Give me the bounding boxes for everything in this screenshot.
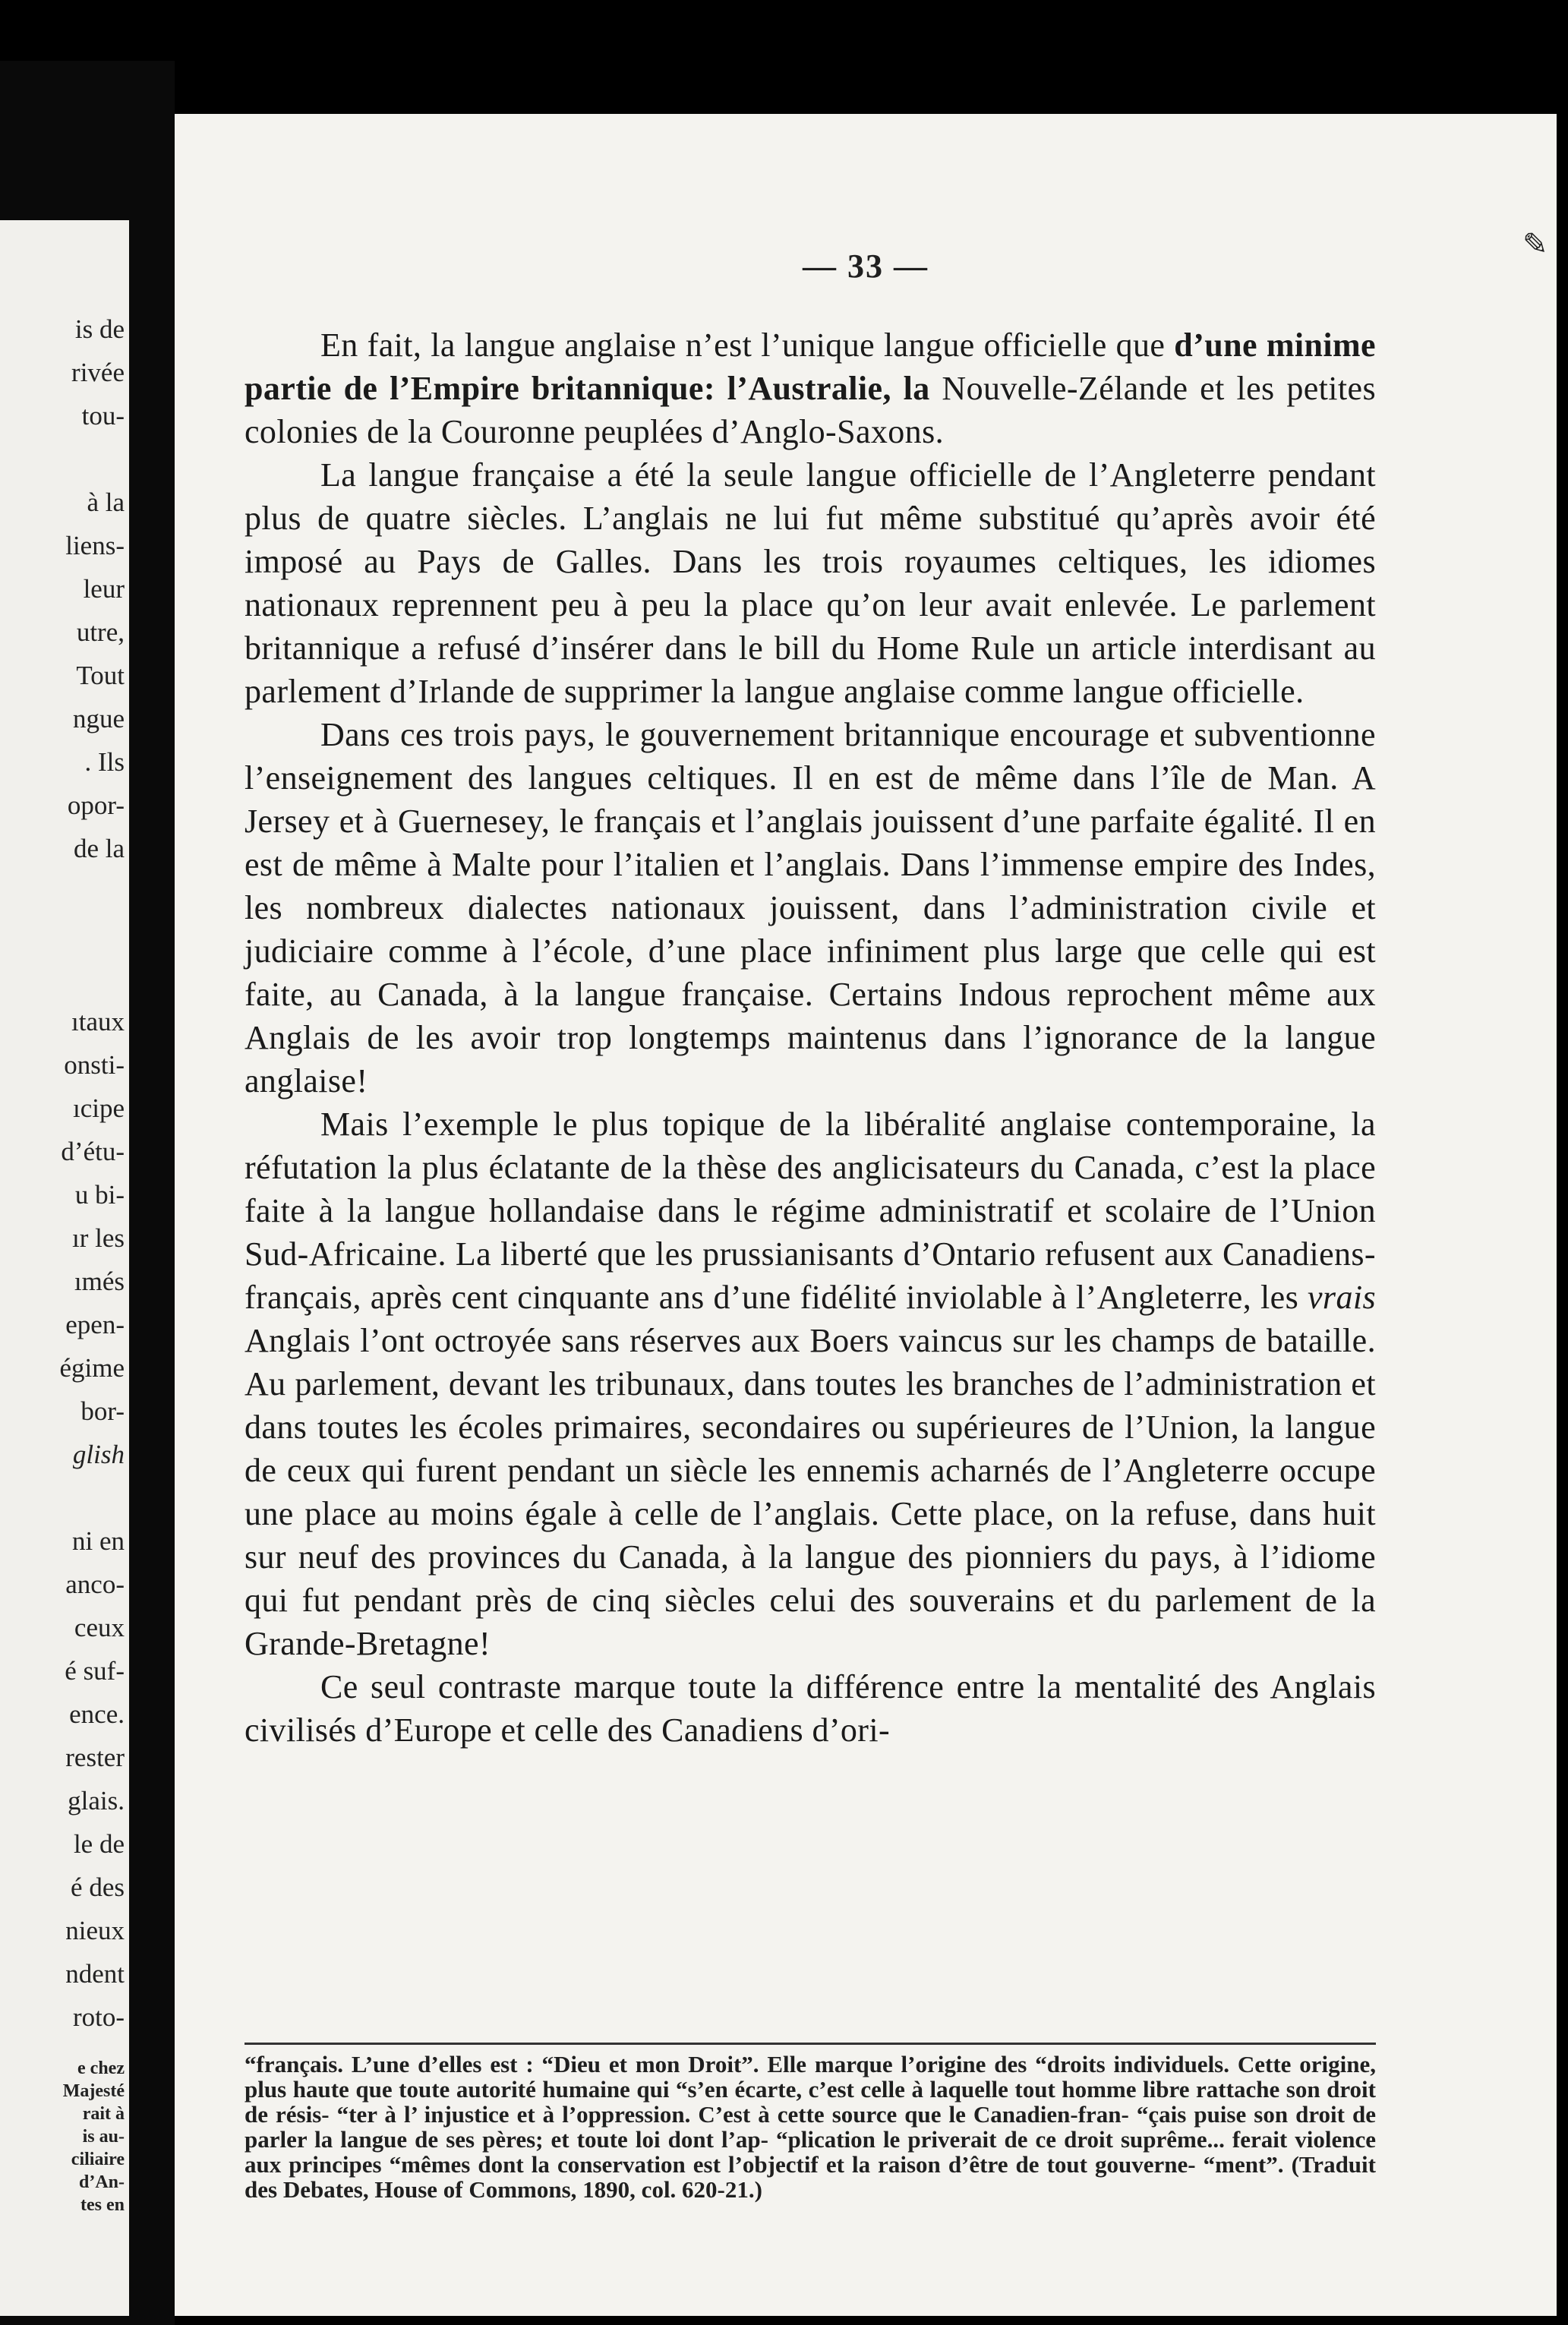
adjacent-page-line: à la [87, 487, 125, 517]
adjacent-page-line: utre, [76, 617, 125, 647]
adjacent-page-line: tou- [81, 401, 125, 431]
adjacent-page-line: ence. [69, 1699, 125, 1729]
adjacent-page-line: roto- [72, 2002, 125, 2032]
text-segment: d’une minime partie de l’Empire britannique: l’Australie, la [245, 327, 1376, 407]
adjacent-page-line: opor- [67, 790, 125, 820]
page-number: — 33 — [803, 248, 929, 285]
adjacent-page-line: ni en [71, 1526, 125, 1556]
scan-corner-mark: ✎ [1522, 227, 1548, 261]
adjacent-page-line: ceux [74, 1613, 125, 1642]
document-page [175, 114, 1557, 2316]
text-segment: vrais [1308, 1279, 1376, 1316]
text-segment: Anglais l’ont octroyée sans réserves aux Boers vaincus sur les champs de bataille. Au parlement, devant les tribunaux, dans toutes les branches de l’administration et dans toutes les écoles primaires, secondaires ou supérieures de l’Union, la langue de ceux qui furent pendant un siècle les ennemis acharnés de l’Angleterre occupe une place au moins égale à celle de l’anglais. Cette place, on la refuse, dans huit sur neuf des provinces du Canada, à la langue des pionniers du pays, à l’idiome qui fut pendant près de cinq siècles celui des souverains et du parlement de la Grande-Bretagne! [245, 1322, 1376, 1662]
adjacent-page-line: leur [83, 574, 125, 604]
adjacent-page-line: Tout [76, 661, 125, 690]
adjacent-footnote-line: rait à [82, 2104, 125, 2124]
adjacent-page-line: rivée [71, 358, 125, 387]
adjacent-page-line: de la [73, 834, 125, 863]
adjacent-page-line: is de [74, 314, 125, 344]
adjacent-page-line: epen- [65, 1310, 125, 1339]
adjacent-page-line: onsti- [64, 1050, 125, 1080]
footnote-separator [245, 2043, 1376, 2045]
adjacent-page-line: ıcipe [72, 1093, 125, 1123]
adjacent-page-line: nieux [65, 1916, 125, 1945]
adjacent-page-line: ıtaux [71, 1007, 125, 1036]
adjacent-footnote-line: e chez [77, 2058, 125, 2078]
adjacent-page-line: rester [65, 1743, 125, 1772]
text-segment: Dans ces trois pays, le gouvernement britannique encourage et subventionne l’enseignement des langues celtiques. Il en est de même dans l’île de Man. A Jersey et à Guernesey, le français et l’anglais jouissent d’une parfaite égalité. Il en est de même à Malte pour l’italien et l’anglais. Dans l’immense empire des Indes, les nombreux dialectes nationaux jouissent, dans l’administration civile et judiciaire comme à l’école, d’une place infiniment plus large que celle qui est faite, au Canada, à la langue française. Certains Indous reprochent même aux Anglais de les avoir trop longtemps maintenus dans l’ignorance de la langue anglaise! [245, 716, 1376, 1099]
adjacent-page-line: ndent [65, 1959, 125, 1989]
footnote: “français. L’une d’elles est : “Dieu et mon Droit”. Elle marque l’origine des “droits individuels. Cette origine, plus haute que toute autorité humaine qui “s’en écarte, c’est celle à laquelle tout homme libre rattache son droit de résis- “ter à l’ injustice et à l’oppression. C’est à cette source que le Canadien-fran- “çais puise son droit de parler la langue de ses pères; et toute loi dont l’ap- “plication le priverait de ce droit suprême... ferait violence aux principes “mêmes dont la conservation est l’objectif et la raison d’être de tout gouverne- “ment”. (Traduit des Debates, House of Commons, 1890, col. 620-21.) [245, 2051, 1376, 2203]
adjacent-page-line: anco- [65, 1569, 125, 1599]
adjacent-page-line: ngue [72, 704, 125, 733]
adjacent-footnote-line: d’An- [78, 2172, 125, 2192]
adjacent-page-line: . Ils [84, 747, 125, 777]
adjacent-page-line: égime [59, 1353, 125, 1383]
adjacent-page-line: ımés [74, 1267, 125, 1296]
paragraph [245, 323, 1376, 453]
adjacent-footnote-line: Majesté [62, 2081, 125, 2101]
text-segment: Nouvelle-Zélande et les petites colonies de la Couronne peuplées d’Anglo-Saxons. [245, 370, 1376, 450]
paragraph [245, 713, 1376, 1103]
adjacent-page-line: ır les [71, 1223, 125, 1253]
text-segment: La langue française a été la seule langue officielle de l’Angleterre pendant plus de quatre siècles. L’anglais ne lui fut même substitué qu’après avoir été imposé au Pays de Galles. Dans les trois royaumes celtiques, les idiomes nationaux reprennent peu à peu la place qu’on leur avait enlevée. Le parlement britannique a refusé d’insérer dans le bill du Home Rule un article interdisant au parlement d’Irlande de supprimer la langue anglaise comme langue officielle. [245, 456, 1376, 710]
adjacent-page-line: liens- [65, 531, 125, 560]
adjacent-footnote-line: ciliaire [71, 2150, 125, 2169]
text-segment: En fait, la langue anglaise n’est l’unique langue officielle que [320, 327, 1175, 364]
adjacent-page-line: le de [73, 1829, 125, 1859]
paragraph [245, 1103, 1376, 1665]
adjacent-page-line: é des [71, 1872, 125, 1902]
adjacent-page-line: bor- [80, 1396, 125, 1426]
adjacent-page-fragment [0, 220, 129, 2316]
adjacent-page-line: glish [72, 1440, 125, 1469]
text-segment: Mais l’exemple le plus topique de la libéralité anglaise contemporaine, la réfutation la plus éclatante de la thèse des anglicisateurs du Canada, c’est la place faite à la langue hollandaise dans le régime administratif et scolaire de l’Union Sud-Africaine. La liberté que les prussianisants d’Ontario refusent aux Canadiens-français, après cent cinquante ans d’une fidélité inviolable à l’Angleterre, les [245, 1106, 1376, 1316]
adjacent-footnote-line: is au- [82, 2127, 125, 2147]
adjacent-footnote-line: tes en [80, 2195, 125, 2215]
adjacent-page-line: é suf- [65, 1656, 125, 1686]
paragraph [245, 453, 1376, 713]
paragraph [245, 1665, 1376, 1752]
adjacent-page-line: u bi- [74, 1180, 125, 1210]
body-text [245, 323, 1376, 1752]
text-segment: Ce seul contraste marque toute la différence entre la mentalité des Anglais civilisés d’Europe et celle des Canadiens d’ori- [245, 1668, 1376, 1749]
adjacent-page-line: glais. [68, 1786, 125, 1816]
adjacent-page-line: d’étu- [61, 1137, 125, 1166]
